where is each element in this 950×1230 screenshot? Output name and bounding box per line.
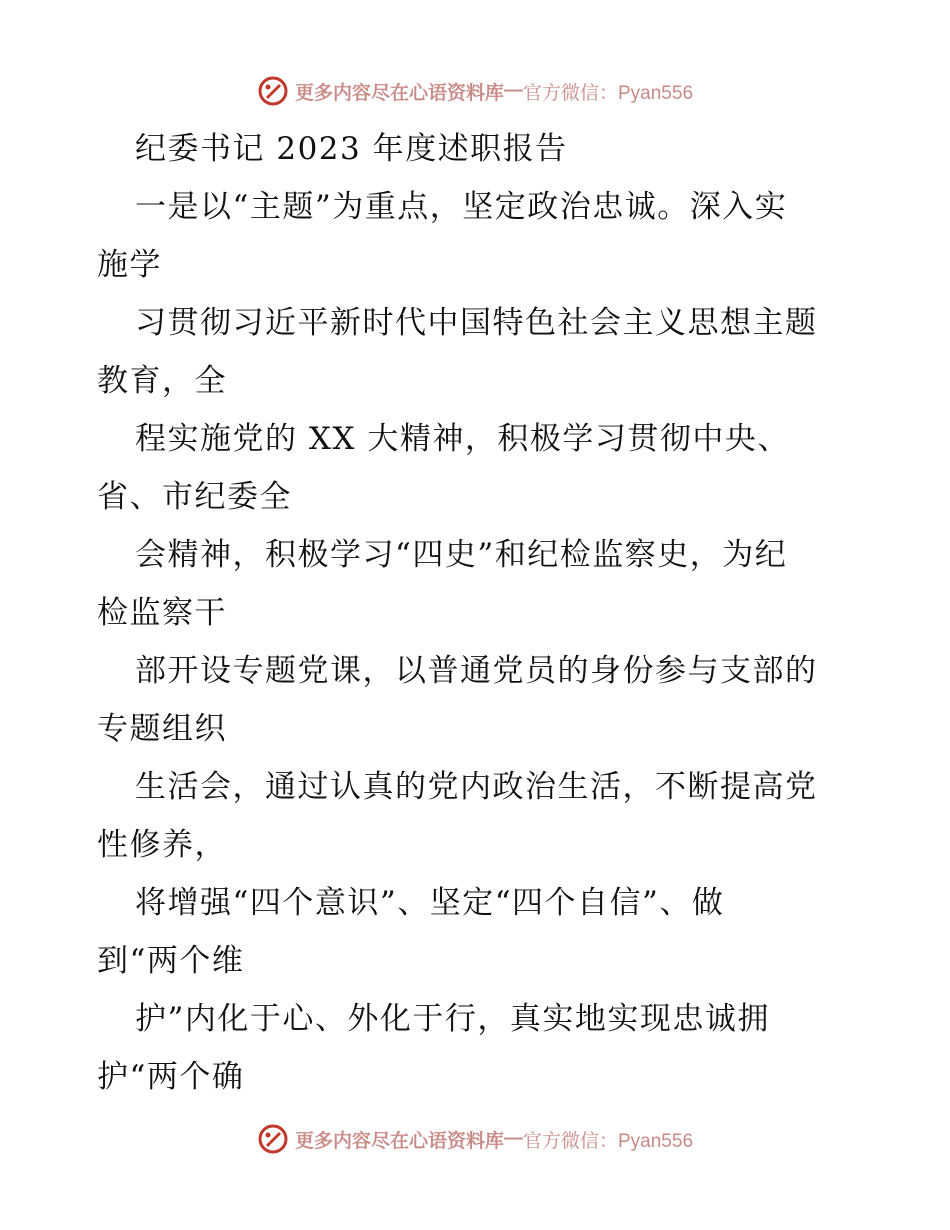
banner-dash: — [504, 1128, 523, 1149]
logo-icon [257, 75, 289, 107]
banner-contact: 官方微信：Pyan556 [523, 1130, 694, 1152]
paragraph-line: 部开设专题党课，以普通党员的身份参与支部的 [135, 653, 818, 689]
paragraph-line: 护“两个确 [97, 1059, 245, 1095]
paragraph-line: 习贯彻习近平新时代中国特色社会主义思想主题 [135, 305, 818, 341]
paragraph-line: 省、市纪委全 [97, 479, 292, 515]
paragraph-line: 施学 [97, 247, 162, 283]
banner-text: 更多内容尽在心语资料库 [294, 82, 504, 104]
paragraph-line: 到“两个维 [97, 943, 245, 979]
paragraph-line: 会精神，积极学习“四史”和纪检监察史，为纪 [135, 537, 788, 573]
banner-text: 更多内容尽在心语资料库 [294, 1130, 504, 1152]
footer-watermark-banner [0, 1119, 950, 1159]
paragraph-line: 专题组织 [97, 711, 227, 747]
paragraph-line: 一是以“主题”为重点，坚定政治忠诚。深入实 [135, 189, 788, 225]
banner-dash: — [504, 80, 523, 101]
paragraph-line: 将增强“四个意识”、坚定“四个自信”、做 [135, 885, 725, 921]
header-watermark-banner [0, 71, 950, 111]
document-body [97, 120, 857, 1106]
paragraph-line: 检监察干 [97, 595, 227, 631]
paragraph-line: 护”内化于心、外化于行，真实地实现忠诚拥 [135, 1001, 770, 1037]
document-title: 纪委书记 2023 年度述职报告 [135, 131, 568, 167]
logo-icon [257, 1123, 289, 1155]
paragraph-line: 程实施党的 XX 大精神，积极学习贯彻中央、 [135, 421, 790, 457]
paragraph-line: 生活会，通过认真的党内政治生活，不断提高党 [135, 769, 818, 805]
paragraph-line: 性修养， [97, 827, 227, 863]
paragraph-line: 教育，全 [97, 363, 227, 399]
banner-contact: 官方微信：Pyan556 [523, 82, 694, 104]
